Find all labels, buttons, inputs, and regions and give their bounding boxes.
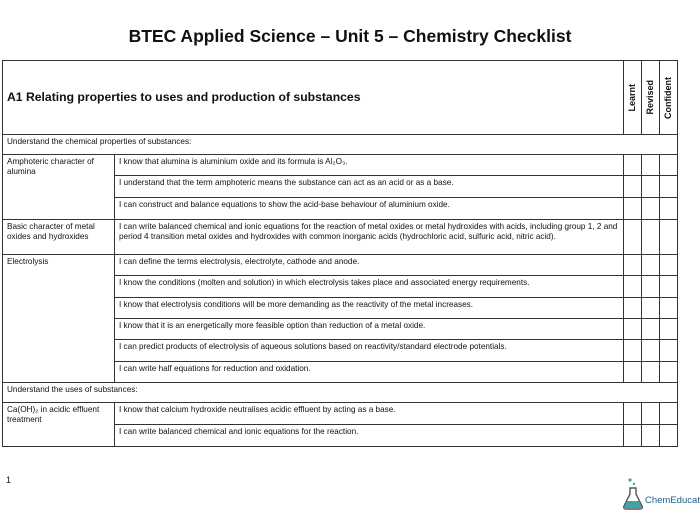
page-title: BTEC Applied Science – Unit 5 – Chemistry Checklist [128,26,572,46]
checklist-table [2,60,678,447]
topic-cell: Amphoteric character of alumina [3,155,115,220]
confident-checkbox[interactable] [660,425,678,447]
confident-checkbox[interactable] [660,176,678,198]
learnt-checkbox[interactable] [624,425,642,447]
learnt-checkbox[interactable] [624,255,642,276]
brand-name: ChemEducat [645,495,700,506]
statement-cell: I know that calcium hydroxide neutralises acidic effluent by acting as a base. [115,403,624,425]
table-row [3,255,678,276]
topic-cell: Ca(OH)₂ in acidic effluent treatment [3,403,115,447]
page-number: 1 [6,475,12,485]
learnt-checkbox[interactable] [624,340,642,362]
confident-checkbox[interactable] [660,255,678,276]
section-heading: Understand the uses of substances: [3,383,678,403]
flask-icon [622,476,644,510]
confident-checkbox[interactable] [660,340,678,362]
revised-checkbox[interactable] [642,403,660,425]
statement-cell: I know the conditions (molten and solution) in which electrolysis takes place and associated energy requirements. [115,276,624,298]
revised-checkbox[interactable] [642,362,660,383]
statement-cell: I can write balanced chemical and ionic equations for the reaction of metal oxides or metal hydroxides with acids, including group 1, 2 and period 4 transition metal oxides and hydroxides with common inorganic acids (hydrochloric acid, sulfuric acid, nitric acid). [115,220,624,255]
statement-cell: I know that alumina is aluminium oxide and its formula is Al₂O₃. [115,155,624,176]
learnt-checkbox[interactable] [624,403,642,425]
confident-checkbox[interactable] [660,155,678,176]
revised-checkbox[interactable] [642,155,660,176]
confident-checkbox[interactable] [660,276,678,298]
learnt-checkbox[interactable] [624,198,642,220]
confident-checkbox[interactable] [660,362,678,383]
confident-checkbox[interactable] [660,220,678,255]
confident-checkbox[interactable] [660,403,678,425]
learnt-checkbox[interactable] [624,176,642,198]
revised-checkbox[interactable] [642,220,660,255]
column-header-revised: Revised [642,61,660,135]
statement-cell: I can define the terms electrolysis, electrolyte, cathode and anode. [115,255,624,276]
statement-cell: I know that it is an energetically more feasible option than reduction of a metal oxide. [115,319,624,340]
revised-checkbox[interactable] [642,319,660,340]
revised-checkbox[interactable] [642,255,660,276]
column-header-learnt: Learnt [624,61,642,135]
section-heading-row [3,383,678,403]
brand-logo [620,474,700,514]
revised-checkbox[interactable] [642,198,660,220]
statement-cell: I understand that the term amphoteric means the substance can act as an acid or as a base. [115,176,624,198]
table-header-row [3,61,678,135]
learnt-checkbox[interactable] [624,362,642,383]
statement-cell: I can write balanced chemical and ionic equations for the reaction. [115,425,624,447]
table-row [3,220,678,255]
section-title-cell [3,61,624,135]
topic-cell: Electrolysis [3,255,115,383]
learnt-checkbox[interactable] [624,155,642,176]
learnt-checkbox[interactable] [624,276,642,298]
revised-checkbox[interactable] [642,176,660,198]
statement-cell: I can construct and balance equations to show the acid-base behaviour of aluminium oxide. [115,198,624,220]
column-header-confident: Confident [660,61,678,135]
statement-cell: I can write half equations for reduction and oxidation. [115,362,624,383]
revised-checkbox[interactable] [642,276,660,298]
revised-checkbox[interactable] [642,298,660,319]
revised-checkbox[interactable] [642,340,660,362]
confident-checkbox[interactable] [660,298,678,319]
learnt-checkbox[interactable] [624,298,642,319]
learnt-checkbox[interactable] [624,319,642,340]
table-row [3,155,678,176]
section-heading-row [3,135,678,155]
statement-cell: I know that electrolysis conditions will be more demanding as the reactivity of the metal increases. [115,298,624,319]
section-heading: Understand the chemical properties of substances: [3,135,678,155]
revised-checkbox[interactable] [642,425,660,447]
learnt-checkbox[interactable] [624,220,642,255]
statement-cell: I can predict products of electrolysis of aqueous solutions based on reactivity/standard electrode potentials. [115,340,624,362]
topic-cell: Basic character of metal oxides and hydroxides [3,220,115,255]
section-title: A1 Relating properties to uses and production of substances [7,89,361,104]
table-row [3,403,678,425]
confident-checkbox[interactable] [660,319,678,340]
confident-checkbox[interactable] [660,198,678,220]
